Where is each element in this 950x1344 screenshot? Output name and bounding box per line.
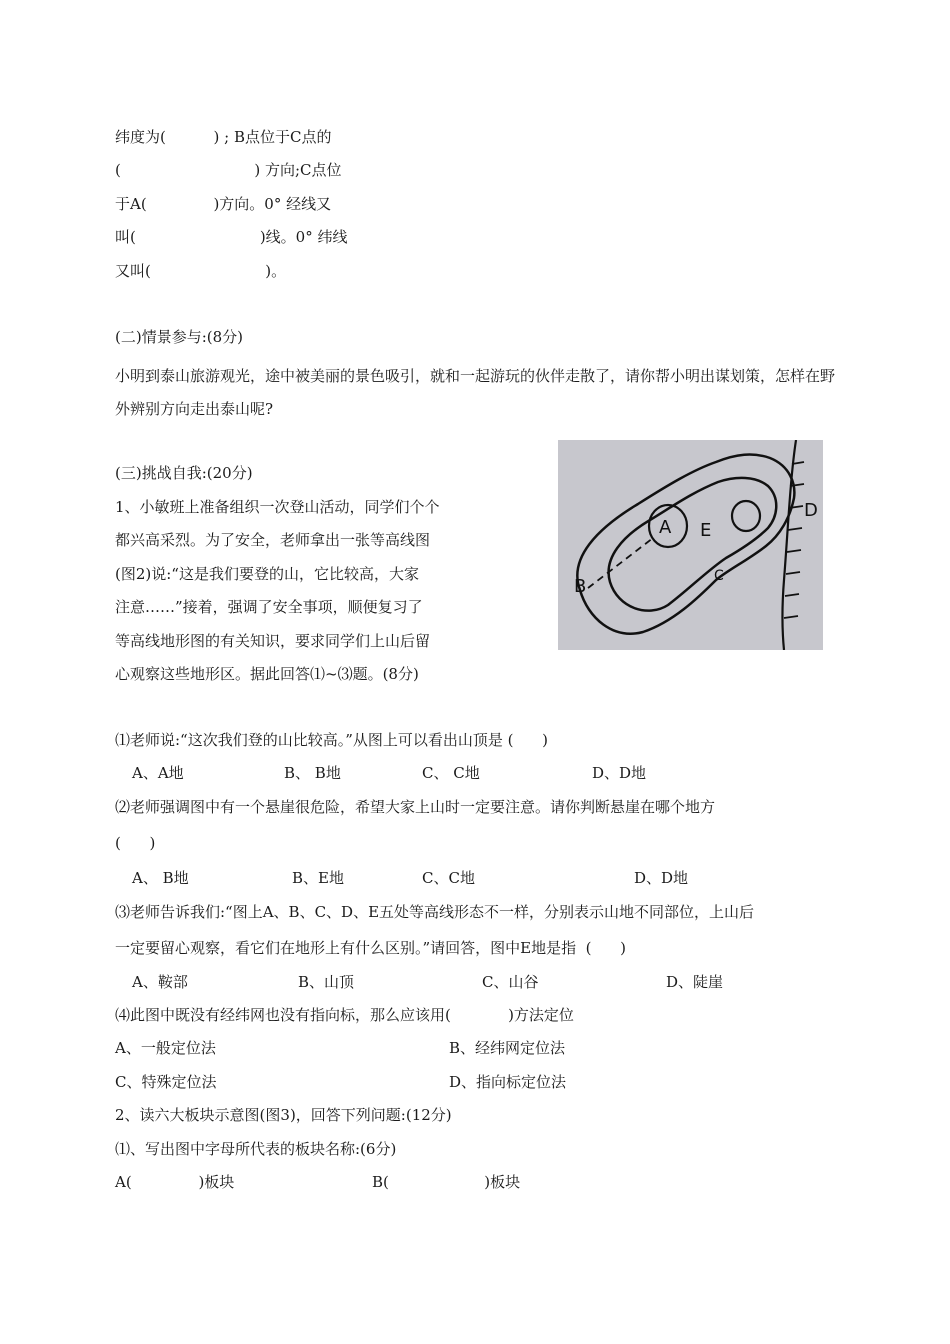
q3-stem-1: ⑶老师告诉我们:“图上A、B、C、D、E五处等高线形态不一样，分别表示山地不同部位，上山后	[115, 903, 755, 921]
q2-stem: ⑵老师强调图中有一个悬崖很危险，希望大家上山时一定要注意。请你判断悬崖在哪个地方	[115, 798, 716, 816]
q3-stem-2: 一定要留心观察，看它们在地形上有什么区别。”请回答，图中E地是指 ( )	[115, 939, 626, 957]
section2-heading: (二)情景参与:(8分)	[115, 328, 244, 346]
map-label-d: D	[804, 500, 818, 521]
q4-option-c: C、特殊定位法	[115, 1073, 217, 1091]
text-line-4: 叫( )线。0° 纬线	[115, 228, 348, 246]
text-line-3: 于A( )方向。0° 经线又	[115, 195, 332, 213]
q5-heading: 2、读六大板块示意图(图3)，回答下列问题:(12分)	[115, 1106, 452, 1124]
contour-map-figure	[558, 440, 823, 650]
q1-option-a: A、A地	[132, 764, 184, 782]
section3-intro-6: 心观察这些地形区。据此回答⑴~⑶题。(8分)	[115, 665, 419, 683]
section3-intro-5: 等高线地形图的有关知识，要求同学们上山后留	[115, 632, 431, 650]
text-line-1: 纬度为( ) ; B点位于C点的	[115, 128, 332, 146]
section3-intro-3: (图2)说:“这是我们要登的山，它比较高，大家	[115, 565, 419, 583]
q4-stem: ⑷此图中既没有经纬网也没有指向标，那么应该用( )方法定位	[115, 1006, 574, 1024]
q1-stem: ⑴老师说:“这次我们登的山比较高。”从图上可以看出山顶是 ( )	[115, 731, 548, 749]
q4-option-d: D、指向标定位法	[449, 1073, 567, 1091]
q1-option-d: D、D地	[592, 764, 647, 782]
q3-option-b: B、山顶	[298, 973, 355, 991]
map-label-c: C	[714, 568, 724, 584]
map-label-a: A	[659, 517, 672, 538]
text-line-2: ( ) 方向;C点位	[115, 161, 342, 179]
q3-option-c: C、山谷	[482, 973, 539, 991]
section3-intro-4: 注意……”接着，强调了安全事项，顺便复习了	[115, 598, 423, 616]
q5-blank-b: B( )板块	[372, 1173, 521, 1191]
q2-option-d: D、D地	[634, 869, 689, 887]
q2-option-c: C、C地	[422, 869, 475, 887]
q5-blank-a: A( )板块	[115, 1173, 235, 1191]
q2-blank: ( )	[115, 834, 156, 852]
contour-map-drawing	[558, 440, 823, 650]
q5-subquestion: ⑴、写出图中字母所代表的板块名称:(6分)	[115, 1140, 397, 1158]
map-label-b: B	[574, 576, 587, 597]
q1-option-b: B、 B地	[284, 764, 341, 782]
map-label-e: E	[700, 520, 712, 541]
q3-option-d: D、陡崖	[666, 973, 724, 991]
section3-heading: (三)挑战自我:(20分)	[115, 464, 253, 482]
section3-intro-1: 1、小敏班上准备组织一次登山活动，同学们个个	[115, 498, 440, 516]
text-line-5: 又叫( )。	[115, 262, 287, 280]
q4-option-a: A、一般定位法	[115, 1039, 216, 1057]
q4-option-b: B、经纬网定位法	[449, 1039, 566, 1057]
q2-option-b: B、E地	[292, 869, 344, 887]
q1-option-c: C、 C地	[422, 764, 480, 782]
section3-intro-2: 都兴高采烈。为了安全，老师拿出一张等高线图	[115, 531, 431, 549]
q2-option-a: A、 B地	[132, 869, 189, 887]
q3-option-a: A、鞍部	[132, 973, 188, 991]
section2-text: 小明到泰山旅游观光，途中被美丽的景色吸引，就和一起游玩的伙伴走散了，请你帮小明出谋划策，怎样在野外辨别方向走出泰山呢?	[115, 367, 836, 418]
